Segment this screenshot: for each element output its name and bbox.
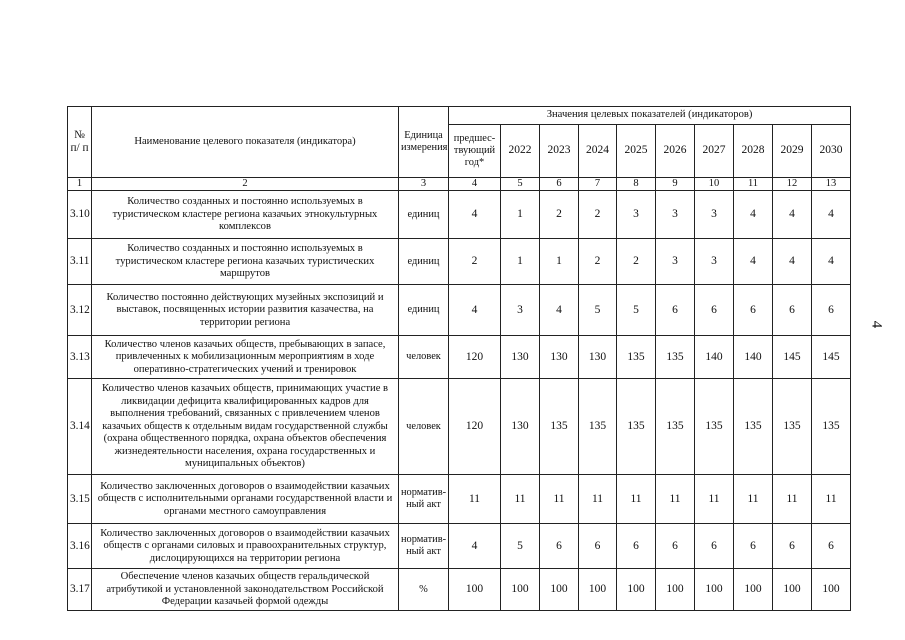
value-cell: 11 bbox=[734, 475, 773, 524]
value-cell: 100 bbox=[656, 569, 695, 611]
value-cell: 6 bbox=[617, 524, 656, 569]
column-number-cell: 9 bbox=[656, 178, 695, 191]
value-cell: 6 bbox=[734, 285, 773, 336]
value-cell: 11 bbox=[812, 475, 851, 524]
header-year-cell: 2027 bbox=[695, 125, 734, 178]
value-cell: 2 bbox=[540, 191, 579, 239]
value-cell: 130 bbox=[501, 379, 540, 475]
value-cell: 3 bbox=[695, 239, 734, 285]
value-cell: 6 bbox=[812, 524, 851, 569]
value-cell: 135 bbox=[617, 379, 656, 475]
value-cell: 135 bbox=[695, 379, 734, 475]
row-number-cell: 3.11 bbox=[68, 239, 92, 285]
value-cell: 135 bbox=[579, 379, 617, 475]
value-cell: 4 bbox=[812, 191, 851, 239]
value-cell: 6 bbox=[734, 524, 773, 569]
indicator-name-cell: Количество членов казачьих обществ, пребывающих в запасе, привлеченных к мобилизационным мероприятиям в ходе оперативно-стратегических учений и тренировок bbox=[92, 336, 399, 379]
value-cell: 145 bbox=[812, 336, 851, 379]
table-row bbox=[68, 524, 851, 569]
unit-cell: норматив-ный акт bbox=[399, 475, 449, 524]
table-row bbox=[68, 475, 851, 524]
value-cell: 11 bbox=[449, 475, 501, 524]
column-number-cell: 10 bbox=[695, 178, 734, 191]
value-cell: 3 bbox=[695, 191, 734, 239]
value-cell: 4 bbox=[540, 285, 579, 336]
value-cell: 4 bbox=[773, 239, 812, 285]
value-cell: 2 bbox=[579, 239, 617, 285]
value-cell: 135 bbox=[773, 379, 812, 475]
value-cell: 135 bbox=[540, 379, 579, 475]
column-number-cell: 3 bbox=[399, 178, 449, 191]
unit-cell: единиц bbox=[399, 239, 449, 285]
value-cell: 2 bbox=[617, 239, 656, 285]
unit-cell: норматив-ный акт bbox=[399, 524, 449, 569]
column-number-cell: 12 bbox=[773, 178, 812, 191]
header-year-cell: 2022 bbox=[501, 125, 540, 178]
value-cell: 140 bbox=[695, 336, 734, 379]
value-cell: 5 bbox=[617, 285, 656, 336]
column-number-cell: 6 bbox=[540, 178, 579, 191]
value-cell: 100 bbox=[773, 569, 812, 611]
value-cell: 6 bbox=[579, 524, 617, 569]
column-number-cell: 13 bbox=[812, 178, 851, 191]
indicator-name-cell: Количество постоянно действующих музейных экспозиций и выставок, посвященных истории развития казачества, на территории региона bbox=[92, 285, 399, 336]
header-year-cell: 2028 bbox=[734, 125, 773, 178]
value-cell: 6 bbox=[540, 524, 579, 569]
indicator-name-cell: Количество членов казачьих обществ, принимающих участие в ликвидации дефицита квалифицированных кадров для выполнения требований, связанных с привлечением членов казачьих обществ к отдельным видам государственной службы (охрана общественного порядка, охрана объектов обеспечения жизнедеятельности населения, охрана государственных и муниципальных объектов) bbox=[92, 379, 399, 475]
value-cell: 120 bbox=[449, 379, 501, 475]
header-unit-cell bbox=[399, 107, 449, 178]
value-cell: 100 bbox=[812, 569, 851, 611]
value-cell: 4 bbox=[734, 239, 773, 285]
value-cell: 11 bbox=[540, 475, 579, 524]
value-cell: 6 bbox=[656, 524, 695, 569]
value-cell: 11 bbox=[656, 475, 695, 524]
value-cell: 100 bbox=[734, 569, 773, 611]
header-prev-year-cell bbox=[449, 125, 501, 178]
value-cell: 100 bbox=[579, 569, 617, 611]
column-number-cell: 1 bbox=[68, 178, 92, 191]
row-number-cell: 3.15 bbox=[68, 475, 92, 524]
column-number-cell: 11 bbox=[734, 178, 773, 191]
header-year-cell: 2026 bbox=[656, 125, 695, 178]
table-row bbox=[68, 239, 851, 285]
value-cell: 11 bbox=[617, 475, 656, 524]
row-number-cell: 3.17 bbox=[68, 569, 92, 611]
value-cell: 6 bbox=[773, 524, 812, 569]
value-cell: 135 bbox=[656, 379, 695, 475]
column-number-cell: 5 bbox=[501, 178, 540, 191]
value-cell: 6 bbox=[656, 285, 695, 336]
value-cell: 6 bbox=[695, 285, 734, 336]
value-cell: 135 bbox=[617, 336, 656, 379]
target-indicators-table bbox=[67, 106, 851, 611]
column-number-cell: 8 bbox=[617, 178, 656, 191]
table-row bbox=[68, 336, 851, 379]
value-cell: 140 bbox=[734, 336, 773, 379]
value-cell: 135 bbox=[812, 379, 851, 475]
header-year-cell: 2030 bbox=[812, 125, 851, 178]
value-cell: 130 bbox=[540, 336, 579, 379]
indicator-name-cell: Количество заключенных договоров о взаимодействии казачьих обществ с исполнительными органами государственной власти и органами местного самоуправления bbox=[92, 475, 399, 524]
value-cell: 6 bbox=[773, 285, 812, 336]
value-cell: 4 bbox=[812, 239, 851, 285]
value-cell: 100 bbox=[695, 569, 734, 611]
value-cell: 4 bbox=[773, 191, 812, 239]
column-number-cell: 4 bbox=[449, 178, 501, 191]
header-prev-year-label: предшес-твующий год* bbox=[453, 132, 496, 169]
value-cell: 1 bbox=[540, 239, 579, 285]
row-number-cell: 3.16 bbox=[68, 524, 92, 569]
value-cell: 3 bbox=[656, 191, 695, 239]
row-number-cell: 3.13 bbox=[68, 336, 92, 379]
header-year-cell: 2023 bbox=[540, 125, 579, 178]
unit-cell: единиц bbox=[399, 285, 449, 336]
header-name-cell bbox=[92, 107, 399, 178]
header-year-cell: 2025 bbox=[617, 125, 656, 178]
value-cell: 135 bbox=[734, 379, 773, 475]
value-cell: 100 bbox=[540, 569, 579, 611]
row-number-cell: 3.14 bbox=[68, 379, 92, 475]
unit-cell: единиц bbox=[399, 191, 449, 239]
indicator-name-cell: Количество созданных и постоянно используемых в туристическом кластере региона казачьих туристических маршрутов bbox=[92, 239, 399, 285]
header-values-group-label: Значения целевых показателей (индикаторов) bbox=[546, 109, 753, 121]
header-num-label: № п/ п bbox=[70, 128, 89, 154]
value-cell: 100 bbox=[449, 569, 501, 611]
header-num-cell bbox=[68, 107, 92, 178]
value-cell: 145 bbox=[773, 336, 812, 379]
header-row-top bbox=[68, 107, 851, 125]
value-cell: 135 bbox=[656, 336, 695, 379]
unit-cell: человек bbox=[399, 336, 449, 379]
unit-cell: % bbox=[399, 569, 449, 611]
row-number-cell: 3.10 bbox=[68, 191, 92, 239]
value-cell: 4 bbox=[734, 191, 773, 239]
value-cell: 6 bbox=[695, 524, 734, 569]
value-cell: 3 bbox=[617, 191, 656, 239]
column-number-cell: 7 bbox=[579, 178, 617, 191]
value-cell: 11 bbox=[695, 475, 734, 524]
value-cell: 5 bbox=[579, 285, 617, 336]
header-values-group-cell bbox=[449, 107, 851, 125]
header-year-cell: 2029 bbox=[773, 125, 812, 178]
value-cell: 2 bbox=[579, 191, 617, 239]
table-row bbox=[68, 379, 851, 475]
value-cell: 4 bbox=[449, 191, 501, 239]
value-cell: 11 bbox=[579, 475, 617, 524]
value-cell: 11 bbox=[501, 475, 540, 524]
indicator-name-cell: Количество заключенных договоров о взаимодействии казачьих обществ с органами силовых и правоохранительных структур, дислоцирующихся на территории региона bbox=[92, 524, 399, 569]
value-cell: 130 bbox=[501, 336, 540, 379]
value-cell: 2 bbox=[449, 239, 501, 285]
value-cell: 4 bbox=[449, 524, 501, 569]
value-cell: 1 bbox=[501, 191, 540, 239]
header-name-label: Наименование целевого показателя (индикатора) bbox=[134, 135, 356, 147]
table-row bbox=[68, 191, 851, 239]
value-cell: 120 bbox=[449, 336, 501, 379]
value-cell: 3 bbox=[501, 285, 540, 336]
row-number-cell: 3.12 bbox=[68, 285, 92, 336]
value-cell: 100 bbox=[617, 569, 656, 611]
value-cell: 3 bbox=[656, 239, 695, 285]
indicator-name-cell: Обеспечение членов казачьих обществ геральдической атрибутикой и установленной законодательством Российской Федерации казачьей формой одежды bbox=[92, 569, 399, 611]
indicator-name-cell: Количество созданных и постоянно используемых в туристическом кластере региона казачьих этнокультурных комплексов bbox=[92, 191, 399, 239]
value-cell: 5 bbox=[501, 524, 540, 569]
value-cell: 11 bbox=[773, 475, 812, 524]
column-number-cell: 2 bbox=[92, 178, 399, 191]
value-cell: 1 bbox=[501, 239, 540, 285]
table-row bbox=[68, 569, 851, 611]
value-cell: 6 bbox=[812, 285, 851, 336]
header-unit-label: Единица измерения bbox=[401, 129, 448, 153]
value-cell: 130 bbox=[579, 336, 617, 379]
table-row bbox=[68, 285, 851, 336]
column-numbers-row bbox=[68, 178, 851, 191]
value-cell: 4 bbox=[449, 285, 501, 336]
value-cell: 100 bbox=[501, 569, 540, 611]
header-year-cell: 2024 bbox=[579, 125, 617, 178]
page-number: 4 bbox=[868, 320, 885, 329]
unit-cell: человек bbox=[399, 379, 449, 475]
